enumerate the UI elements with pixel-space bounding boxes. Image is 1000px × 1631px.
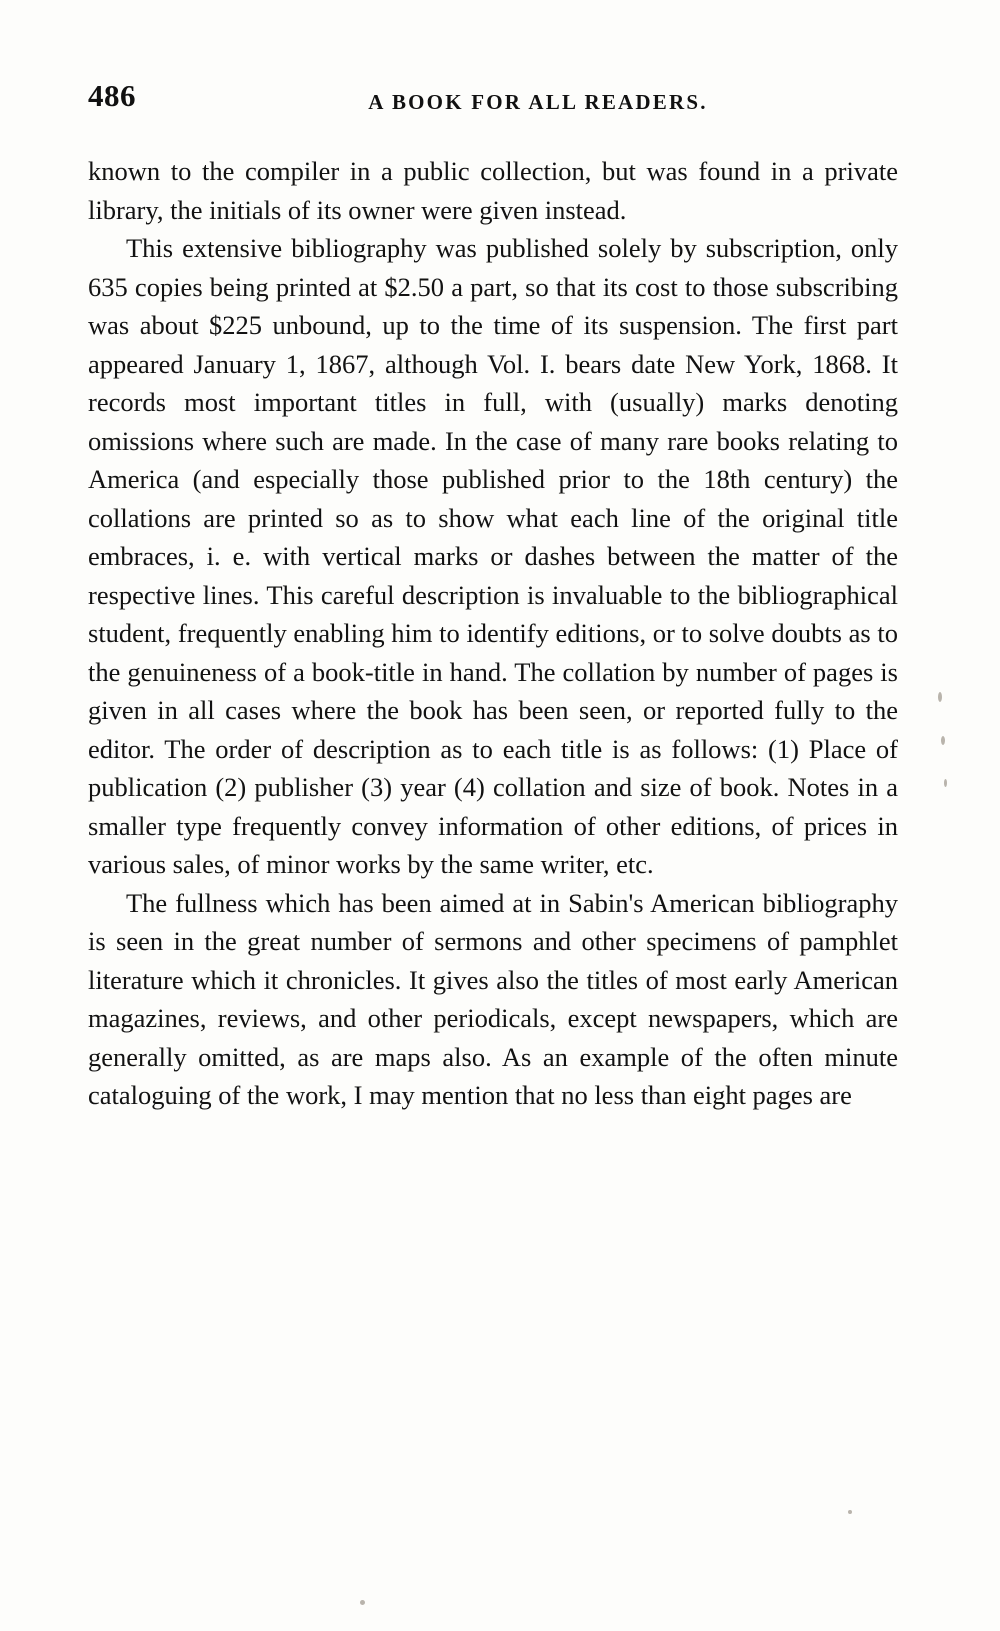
page-number: 486 [88,78,136,113]
page-speckle [360,1600,365,1605]
paragraph: The fullness which has been aimed at in Sabin's American bibliography is seen in the great number of sermons and other specimens of pamphlet literature which it chronicles. It gives also the titles of most early American magazines, reviews, and other periodicals, except newspapers, which are generally omitted, as are maps also. As an example of the often minute cataloguing of the work, I may mention that no less than eight pages are [88,887,898,1110]
page-speckle [848,1510,852,1514]
page-speckle [944,779,947,787]
page-speckle [938,692,942,702]
paragraph: This extensive bibliography was published solely by subscription, only 635 copies being printed at $2.50 a part, so that its cost to those subscribing was about $225 unbound, up to the time of its suspension. The first part appeared January 1, 1867, although Vol. I. bears date New York, 1868. It records most important titles in full, with (usually) marks denoting omissions where such are made. In the case of many rare books relating to America (and especially those published prior to the 18th century) the collations are printed so as to show what each line of the original title embraces, i. e. with vertical marks or dashes between the matter of the respective lines. This careful description is invaluable to the bibliographical student, frequently enabling him to identify editions, or to solve doubts as to the genuineness of a book-title in hand. The collation by number of pages is given in all cases where the book has been seen, or reported fully to the editor. The order of description as to each title is as follows: (1) Place of publication (2) publisher (3) year (4) collation and size of book. Notes in a smaller type frequently convey information of other editions, of prices in various sales, of minor works by the same writer, etc. [88,233,898,879]
page-body [88,152,898,1115]
paragraph: known to the compiler in a public collection, but was found in a private library, the initials of its owner were given instead. [88,156,898,225]
page-speckle [941,736,945,745]
page-header [88,78,908,126]
running-head: A BOOK FOR ALL READERS. [368,90,708,114]
